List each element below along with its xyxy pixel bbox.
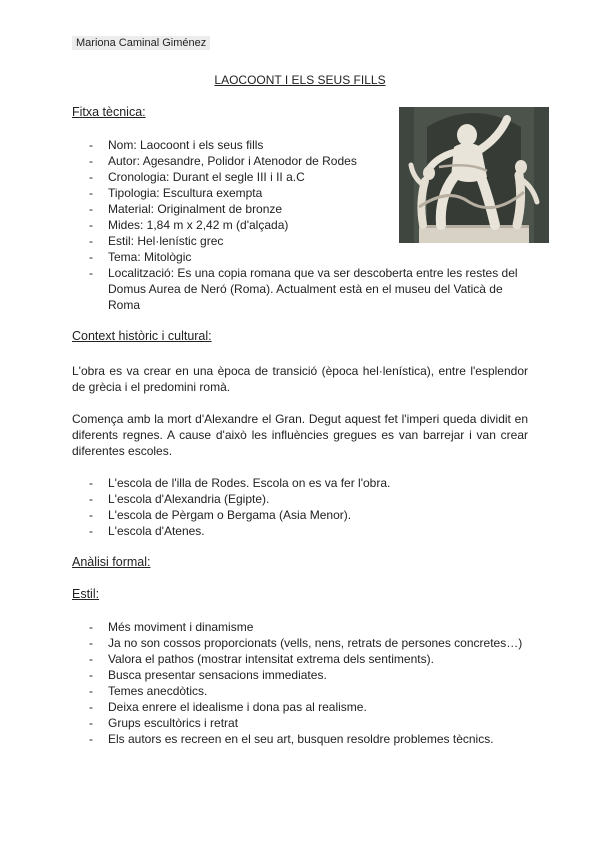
dash-bullet: - — [89, 202, 93, 216]
estil-item — [72, 731, 528, 747]
dash-bullet: - — [89, 154, 93, 168]
escoles-list — [72, 475, 528, 539]
fitxa-item — [72, 137, 528, 153]
list-item-text: Temes anecdòtics. — [108, 684, 208, 698]
escola-item — [72, 507, 528, 523]
dash-bullet: - — [89, 186, 93, 200]
list-item-text: Autor: Agesandre, Polidor i Atenodor de Rodes — [108, 154, 357, 168]
list-item-text: L'escola de l'illa de Rodes. Escola on es va fer l'obra. — [108, 476, 391, 490]
list-item-text: L'escola d'Alexandria (Egipte). — [108, 492, 270, 506]
fitxa-item — [72, 217, 528, 233]
dash-bullet: - — [89, 492, 93, 506]
escola-item — [72, 475, 528, 491]
list-item-text: Localització: Es una copia romana que va ser descoberta entre les restes del Domus Aurea de Neró (Roma). Actualment està en el museu del Vaticà de Roma — [108, 266, 518, 312]
list-item-text: Valora el pathos (mostrar intensitat extrema dels sentiments). — [108, 652, 434, 666]
list-item-text: Tipologia: Escultura exempta — [108, 186, 263, 200]
document-title: LAOCOONT I ELS SEUS FILLS — [214, 73, 386, 87]
dash-bullet: - — [89, 476, 93, 490]
list-item-text: Els autors es recreen en el seu art, busquen resoldre problemes tècnics. — [108, 732, 494, 746]
dash-bullet: - — [89, 684, 93, 698]
heading-fitxa-tecnica: Fitxa tècnica: — [72, 105, 146, 119]
dash-bullet: - — [89, 716, 93, 730]
list-item-text: Estil: Hel·lenístic grec — [108, 234, 224, 248]
dash-bullet: - — [89, 524, 93, 538]
estil-list — [72, 619, 528, 747]
list-item-text: L'escola de Pèrgam o Bergama (Asia Menor). — [108, 508, 352, 522]
author-name: Mariona Caminal Giménez — [72, 36, 210, 50]
escola-item — [72, 491, 528, 507]
estil-item — [72, 699, 528, 715]
list-item-text: Nom: Laocoont i els seus fills — [108, 138, 264, 152]
dash-bullet: - — [89, 138, 93, 152]
dash-bullet: - — [89, 218, 93, 232]
list-item-text: Ja no son cossos proporcionats (vells, nens, retrats de persones concretes…) — [108, 636, 523, 650]
list-item-text: L'escola d'Atenes. — [108, 524, 205, 538]
fitxa-item — [72, 265, 528, 313]
fitxa-item — [72, 233, 528, 249]
dash-bullet: - — [89, 508, 93, 522]
dash-bullet: - — [89, 668, 93, 682]
estil-item — [72, 651, 528, 667]
fitxa-item — [72, 201, 528, 217]
context-paragraph-2: Comença amb la mort d'Alexandre el Gran. Degut aquest fet l'imperi queda dividit en diferents regnes. A cause d'això les influències gregues es van barrejar i van crear diferentes escoles. — [72, 412, 528, 458]
list-item-text: Mides: 1,84 m x 2,42 m (d'alçada) — [108, 218, 289, 232]
dash-bullet: - — [89, 234, 93, 248]
dash-bullet: - — [89, 652, 93, 666]
dash-bullet: - — [89, 636, 93, 650]
context-paragraph-1: L'obra es va crear en una època de transició (època hel·lenística), entre l'esplendor de grècia i el predomini romà. — [72, 364, 528, 394]
dash-bullet: - — [89, 732, 93, 746]
heading-estil: Estil: — [72, 587, 100, 601]
estil-item — [72, 715, 528, 731]
list-item-text: Més moviment i dinamisme — [108, 620, 254, 634]
escola-item — [72, 523, 528, 539]
dash-bullet: - — [89, 700, 93, 714]
list-item-text: Cronologia: Durant el segle III i II a.C — [108, 170, 305, 184]
fitxa-item — [72, 169, 528, 185]
list-item-text: Deixa enrere el idealisme i dona pas al realisme. — [108, 700, 367, 714]
estil-item — [72, 635, 528, 651]
fitxa-item — [72, 249, 528, 265]
dash-bullet: - — [89, 170, 93, 184]
estil-item — [72, 619, 528, 635]
estil-item — [72, 667, 528, 683]
dash-bullet: - — [89, 620, 93, 634]
list-item-text: Busca presentar sensacions immediates. — [108, 668, 327, 682]
list-item-text: Material: Originalment de bronze — [108, 202, 283, 216]
list-item-text: Grups escultòrics i retrat — [108, 716, 239, 730]
estil-item — [72, 683, 528, 699]
dash-bullet: - — [89, 250, 93, 264]
fitxa-tecnica-list — [72, 137, 528, 313]
heading-context: Context històric i cultural: — [72, 329, 212, 343]
fitxa-item — [72, 153, 528, 169]
dash-bullet: - — [89, 266, 93, 280]
list-item-text: Tema: Mitològic — [108, 250, 192, 264]
heading-analisi-formal: Anàlisi formal: — [72, 555, 151, 569]
fitxa-item — [72, 185, 528, 201]
